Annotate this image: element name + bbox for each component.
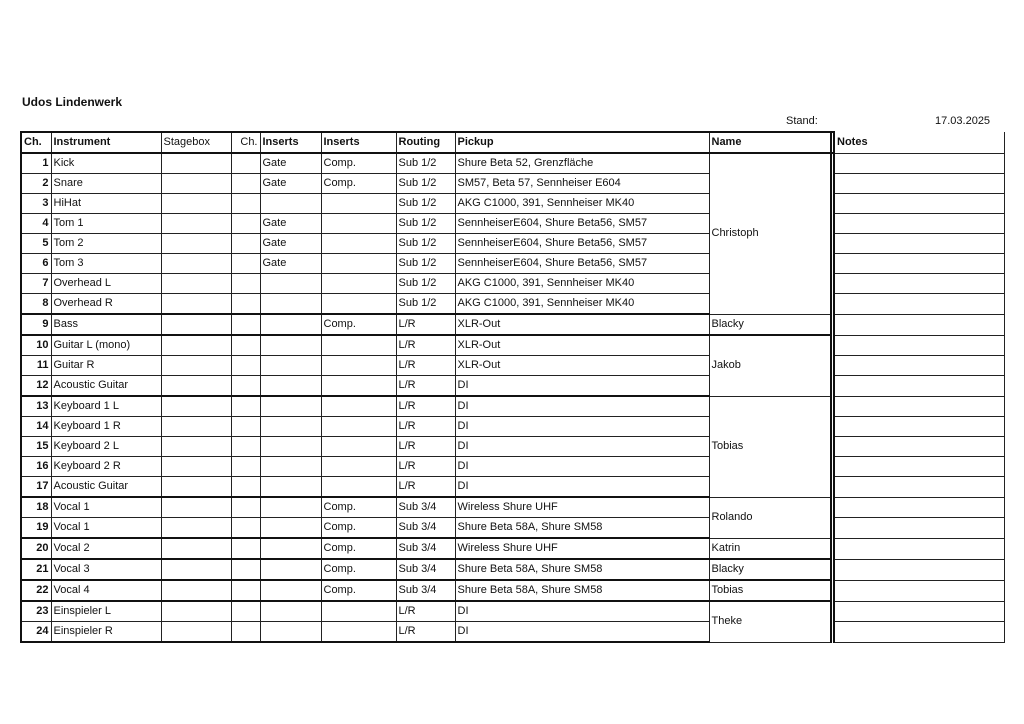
instrument-cell[interactable]: Vocal 1: [51, 518, 161, 539]
table-row: [21, 194, 1004, 214]
stagebox-cell[interactable]: [161, 559, 231, 580]
stagebox-ch-cell[interactable]: [231, 538, 260, 559]
instrument-cell[interactable]: Keyboard 1 L: [51, 396, 161, 417]
instrument-cell[interactable]: Guitar R: [51, 356, 161, 376]
stagebox-ch-cell[interactable]: [231, 417, 260, 437]
table-row: [21, 314, 1004, 335]
channel-number[interactable]: 24: [21, 622, 51, 643]
instrument-cell[interactable]: Tom 1: [51, 214, 161, 234]
channel-number[interactable]: 12: [21, 376, 51, 397]
routing-cell[interactable]: Sub 3/4: [396, 497, 455, 518]
insert-2-cell[interactable]: [321, 396, 396, 417]
instrument-cell[interactable]: Overhead L: [51, 274, 161, 294]
instrument-cell[interactable]: Keyboard 2 R: [51, 457, 161, 477]
table-row: [21, 417, 1004, 437]
channel-number[interactable]: 10: [21, 335, 51, 356]
insert-2-cell[interactable]: Comp.: [321, 497, 396, 518]
stagebox-cell[interactable]: [161, 335, 231, 356]
notes-cell[interactable]: [834, 622, 1004, 643]
channel-number[interactable]: 17: [21, 477, 51, 498]
pickup-cell[interactable]: XLR-Out: [455, 314, 709, 335]
channel-number[interactable]: 20: [21, 538, 51, 559]
insert-2-cell[interactable]: [321, 254, 396, 274]
instrument-cell[interactable]: Overhead R: [51, 294, 161, 315]
table-row: [21, 396, 1004, 417]
pickup-cell[interactable]: DI: [455, 457, 709, 477]
stagebox-cell[interactable]: [161, 376, 231, 397]
stagebox-cell[interactable]: [161, 457, 231, 477]
insert-1-cell[interactable]: [260, 477, 321, 498]
channel-list: [20, 131, 1005, 643]
header-stagebox-ch: Ch.: [231, 132, 260, 153]
pickup-cell[interactable]: SennheiserE604, Shure Beta56, SM57: [455, 214, 709, 234]
pickup-cell[interactable]: DI: [455, 396, 709, 417]
insert-2-cell[interactable]: [321, 234, 396, 254]
table-row: [21, 559, 1004, 580]
insert-1-cell[interactable]: [260, 497, 321, 518]
insert-1-cell[interactable]: [260, 457, 321, 477]
stagebox-ch-cell[interactable]: [231, 497, 260, 518]
notes-cell[interactable]: [834, 274, 1004, 294]
routing-cell[interactable]: L/R: [396, 477, 455, 498]
instrument-cell[interactable]: Guitar L (mono): [51, 335, 161, 356]
table-row: [21, 538, 1004, 559]
notes-cell[interactable]: [834, 437, 1004, 457]
stagebox-ch-cell[interactable]: [231, 437, 260, 457]
stagebox-cell[interactable]: [161, 601, 231, 622]
pickup-cell[interactable]: Wireless Shure UHF: [455, 538, 709, 559]
stagebox-ch-cell[interactable]: [231, 314, 260, 335]
stagebox-cell[interactable]: [161, 194, 231, 214]
routing-cell[interactable]: Sub 1/2: [396, 174, 455, 194]
notes-cell[interactable]: [834, 538, 1004, 559]
header-row: [21, 132, 1004, 153]
name-cell[interactable]: Jakob: [709, 335, 831, 396]
channel-number[interactable]: 22: [21, 580, 51, 601]
stagebox-ch-cell[interactable]: [231, 396, 260, 417]
insert-2-cell[interactable]: [321, 194, 396, 214]
instrument-cell[interactable]: Snare: [51, 174, 161, 194]
pickup-cell[interactable]: AKG C1000, 391, Sennheiser MK40: [455, 294, 709, 315]
header-name: Name: [709, 132, 831, 153]
table-row: [21, 356, 1004, 376]
table-row: [21, 335, 1004, 356]
stagebox-ch-cell[interactable]: [231, 214, 260, 234]
table-row: [21, 376, 1004, 397]
insert-1-cell[interactable]: [260, 622, 321, 643]
insert-1-cell[interactable]: [260, 376, 321, 397]
routing-cell[interactable]: L/R: [396, 376, 455, 397]
notes-cell[interactable]: [834, 153, 1004, 174]
instrument-cell[interactable]: Acoustic Guitar: [51, 477, 161, 498]
table-row: [21, 457, 1004, 477]
insert-2-cell[interactable]: Comp.: [321, 174, 396, 194]
stagebox-ch-cell[interactable]: [231, 234, 260, 254]
insert-1-cell[interactable]: [260, 294, 321, 315]
table-row: [21, 274, 1004, 294]
channel-number[interactable]: 16: [21, 457, 51, 477]
routing-cell[interactable]: Sub 1/2: [396, 153, 455, 174]
insert-1-cell[interactable]: Gate: [260, 153, 321, 174]
table-row: [21, 294, 1004, 315]
insert-2-cell[interactable]: [321, 274, 396, 294]
stagebox-ch-cell[interactable]: [231, 274, 260, 294]
insert-2-cell[interactable]: Comp.: [321, 314, 396, 335]
name-cell[interactable]: Rolando: [709, 497, 831, 538]
insert-2-cell[interactable]: [321, 214, 396, 234]
pickup-cell[interactable]: SennheiserE604, Shure Beta56, SM57: [455, 234, 709, 254]
pickup-cell[interactable]: DI: [455, 477, 709, 498]
insert-1-cell[interactable]: [260, 559, 321, 580]
stagebox-ch-cell[interactable]: [231, 356, 260, 376]
pickup-cell[interactable]: AKG C1000, 391, Sennheiser MK40: [455, 274, 709, 294]
stagebox-ch-cell[interactable]: [231, 174, 260, 194]
table-row: [21, 234, 1004, 254]
stagebox-cell[interactable]: [161, 437, 231, 457]
stagebox-cell[interactable]: [161, 477, 231, 498]
notes-cell[interactable]: [834, 376, 1004, 397]
stagebox-ch-cell[interactable]: [231, 194, 260, 214]
insert-1-cell[interactable]: [260, 194, 321, 214]
channel-number[interactable]: 9: [21, 314, 51, 335]
stagebox-ch-cell[interactable]: [231, 559, 260, 580]
stagebox-ch-cell[interactable]: [231, 294, 260, 315]
channel-number[interactable]: 15: [21, 437, 51, 457]
pickup-cell[interactable]: SennheiserE604, Shure Beta56, SM57: [455, 254, 709, 274]
stagebox-ch-cell[interactable]: [231, 254, 260, 274]
instrument-cell[interactable]: Kick: [51, 153, 161, 174]
stagebox-cell[interactable]: [161, 538, 231, 559]
table-row: [21, 622, 1004, 643]
insert-1-cell[interactable]: [260, 396, 321, 417]
pickup-cell[interactable]: DI: [455, 601, 709, 622]
instrument-cell[interactable]: Einspieler L: [51, 601, 161, 622]
routing-cell[interactable]: L/R: [396, 314, 455, 335]
header-inserts-2: Inserts: [321, 132, 396, 153]
instrument-cell[interactable]: Keyboard 1 R: [51, 417, 161, 437]
insert-2-cell[interactable]: [321, 437, 396, 457]
notes-cell[interactable]: [834, 477, 1004, 498]
insert-2-cell[interactable]: [321, 417, 396, 437]
notes-cell[interactable]: [834, 417, 1004, 437]
insert-2-cell[interactable]: Comp.: [321, 538, 396, 559]
routing-cell[interactable]: Sub 1/2: [396, 214, 455, 234]
stagebox-cell[interactable]: [161, 174, 231, 194]
instrument-cell[interactable]: Vocal 1: [51, 497, 161, 518]
header-notes: Notes: [834, 132, 1004, 153]
notes-cell[interactable]: [834, 314, 1004, 335]
channel-number[interactable]: 21: [21, 559, 51, 580]
insert-2-cell[interactable]: [321, 335, 396, 356]
notes-cell[interactable]: [834, 294, 1004, 315]
insert-2-cell[interactable]: Comp.: [321, 580, 396, 601]
insert-2-cell[interactable]: [321, 356, 396, 376]
channel-table: [20, 131, 1005, 643]
notes-cell[interactable]: [834, 497, 1004, 518]
routing-cell[interactable]: L/R: [396, 622, 455, 643]
insert-2-cell[interactable]: [321, 601, 396, 622]
header-pickup: Pickup: [455, 132, 709, 153]
stand-date: 17.03.2025: [935, 115, 991, 127]
insert-1-cell[interactable]: [260, 518, 321, 539]
insert-2-cell[interactable]: Comp.: [321, 559, 396, 580]
stagebox-cell[interactable]: [161, 274, 231, 294]
notes-cell[interactable]: [834, 580, 1004, 601]
routing-cell[interactable]: L/R: [396, 437, 455, 457]
channel-number[interactable]: 4: [21, 214, 51, 234]
insert-1-cell[interactable]: [260, 335, 321, 356]
table-row: [21, 153, 1004, 174]
stagebox-ch-cell[interactable]: [231, 376, 260, 397]
routing-cell[interactable]: Sub 3/4: [396, 538, 455, 559]
stagebox-cell[interactable]: [161, 153, 231, 174]
routing-cell[interactable]: Sub 1/2: [396, 254, 455, 274]
pickup-cell[interactable]: SM57, Beta 57, Sennheiser E604: [455, 174, 709, 194]
insert-1-cell[interactable]: Gate: [260, 234, 321, 254]
stagebox-cell[interactable]: [161, 234, 231, 254]
notes-cell[interactable]: [834, 254, 1004, 274]
pickup-cell[interactable]: Wireless Shure UHF: [455, 497, 709, 518]
name-cell[interactable]: Christoph: [709, 153, 831, 314]
channel-number[interactable]: 6: [21, 254, 51, 274]
pickup-cell[interactable]: Shure Beta 58A, Shure SM58: [455, 518, 709, 539]
channel-number[interactable]: 14: [21, 417, 51, 437]
insert-1-cell[interactable]: [260, 274, 321, 294]
channel-number[interactable]: 3: [21, 194, 51, 214]
stand-label: Stand:: [786, 115, 818, 127]
stagebox-ch-cell[interactable]: [231, 457, 260, 477]
insert-2-cell[interactable]: Comp.: [321, 518, 396, 539]
notes-cell[interactable]: [834, 396, 1004, 417]
instrument-cell[interactable]: Vocal 3: [51, 559, 161, 580]
notes-cell[interactable]: [834, 194, 1004, 214]
notes-cell[interactable]: [834, 518, 1004, 539]
stagebox-cell[interactable]: [161, 214, 231, 234]
pickup-cell[interactable]: Shure Beta 52, Grenzfläche: [455, 153, 709, 174]
table-row: [21, 580, 1004, 601]
header-routing: Routing: [396, 132, 455, 153]
insert-2-cell[interactable]: [321, 457, 396, 477]
instrument-cell[interactable]: Einspieler R: [51, 622, 161, 643]
channel-number[interactable]: 8: [21, 294, 51, 315]
instrument-cell[interactable]: Keyboard 2 L: [51, 437, 161, 457]
stagebox-cell[interactable]: [161, 497, 231, 518]
routing-cell[interactable]: L/R: [396, 356, 455, 376]
table-row: [21, 437, 1004, 457]
stagebox-cell[interactable]: [161, 580, 231, 601]
pickup-cell[interactable]: Shure Beta 58A, Shure SM58: [455, 580, 709, 601]
insert-1-cell[interactable]: [260, 538, 321, 559]
stagebox-cell[interactable]: [161, 396, 231, 417]
header-inserts-1: Inserts: [260, 132, 321, 153]
stagebox-ch-cell[interactable]: [231, 335, 260, 356]
stagebox-ch-cell[interactable]: [231, 622, 260, 643]
routing-cell[interactable]: Sub 1/2: [396, 294, 455, 315]
insert-1-cell[interactable]: Gate: [260, 174, 321, 194]
table-row: [21, 254, 1004, 274]
name-cell[interactable]: Tobias: [709, 396, 831, 497]
stagebox-cell[interactable]: [161, 356, 231, 376]
notes-cell[interactable]: [834, 559, 1004, 580]
notes-cell[interactable]: [834, 214, 1004, 234]
routing-cell[interactable]: Sub 3/4: [396, 580, 455, 601]
channel-number[interactable]: 1: [21, 153, 51, 174]
sheet-title: Udos Lindenwerk: [22, 95, 123, 109]
name-cell[interactable]: Katrin: [709, 538, 831, 559]
channel-number[interactable]: 13: [21, 396, 51, 417]
pickup-cell[interactable]: DI: [455, 622, 709, 643]
insert-2-cell[interactable]: [321, 376, 396, 397]
table-row: [21, 601, 1004, 622]
routing-cell[interactable]: L/R: [396, 335, 455, 356]
insert-2-cell[interactable]: [321, 294, 396, 315]
channel-number[interactable]: 2: [21, 174, 51, 194]
notes-cell[interactable]: [834, 335, 1004, 356]
stagebox-ch-cell[interactable]: [231, 153, 260, 174]
table-row: [21, 497, 1004, 518]
insert-2-cell[interactable]: [321, 477, 396, 498]
insert-1-cell[interactable]: [260, 314, 321, 335]
header-instrument: Instrument: [51, 132, 161, 153]
instrument-cell[interactable]: Acoustic Guitar: [51, 376, 161, 397]
stagebox-ch-cell[interactable]: [231, 518, 260, 539]
routing-cell[interactable]: Sub 1/2: [396, 194, 455, 214]
header-ch: Ch.: [21, 132, 51, 153]
routing-cell[interactable]: L/R: [396, 457, 455, 477]
insert-1-cell[interactable]: [260, 601, 321, 622]
routing-cell[interactable]: Sub 3/4: [396, 518, 455, 539]
notes-cell[interactable]: [834, 234, 1004, 254]
routing-cell[interactable]: Sub 3/4: [396, 559, 455, 580]
insert-1-cell[interactable]: [260, 417, 321, 437]
name-cell[interactable]: Tobias: [709, 580, 831, 601]
insert-1-cell[interactable]: [260, 580, 321, 601]
stagebox-cell[interactable]: [161, 518, 231, 539]
pickup-cell[interactable]: XLR-Out: [455, 356, 709, 376]
channel-number[interactable]: 23: [21, 601, 51, 622]
channel-number[interactable]: 11: [21, 356, 51, 376]
instrument-cell[interactable]: Vocal 2: [51, 538, 161, 559]
routing-cell[interactable]: L/R: [396, 396, 455, 417]
notes-cell[interactable]: [834, 601, 1004, 622]
stagebox-cell[interactable]: [161, 622, 231, 643]
table-row: [21, 174, 1004, 194]
header-stagebox: Stagebox: [161, 132, 231, 153]
notes-cell[interactable]: [834, 356, 1004, 376]
instrument-cell[interactable]: Vocal 4: [51, 580, 161, 601]
insert-1-cell[interactable]: [260, 437, 321, 457]
notes-cell[interactable]: [834, 457, 1004, 477]
pickup-cell[interactable]: DI: [455, 437, 709, 457]
routing-cell[interactable]: L/R: [396, 601, 455, 622]
stagebox-ch-cell[interactable]: [231, 477, 260, 498]
pickup-cell[interactable]: XLR-Out: [455, 335, 709, 356]
stagebox-cell[interactable]: [161, 294, 231, 315]
table-row: [21, 518, 1004, 539]
pickup-cell[interactable]: AKG C1000, 391, Sennheiser MK40: [455, 194, 709, 214]
insert-2-cell[interactable]: Comp.: [321, 153, 396, 174]
instrument-cell[interactable]: Bass: [51, 314, 161, 335]
channel-number[interactable]: 5: [21, 234, 51, 254]
stagebox-cell[interactable]: [161, 417, 231, 437]
channel-number[interactable]: 18: [21, 497, 51, 518]
notes-cell[interactable]: [834, 174, 1004, 194]
instrument-cell[interactable]: Tom 3: [51, 254, 161, 274]
insert-1-cell[interactable]: [260, 356, 321, 376]
name-cell[interactable]: Blacky: [709, 314, 831, 335]
insert-2-cell[interactable]: [321, 622, 396, 643]
name-cell[interactable]: Theke: [709, 601, 831, 642]
instrument-cell[interactable]: Tom 2: [51, 234, 161, 254]
table-row: [21, 214, 1004, 234]
routing-cell[interactable]: Sub 1/2: [396, 274, 455, 294]
insert-1-cell[interactable]: Gate: [260, 214, 321, 234]
table-row: [21, 477, 1004, 498]
routing-cell[interactable]: Sub 1/2: [396, 234, 455, 254]
channel-number[interactable]: 19: [21, 518, 51, 539]
pickup-cell[interactable]: DI: [455, 417, 709, 437]
channel-number[interactable]: 7: [21, 274, 51, 294]
instrument-cell[interactable]: HiHat: [51, 194, 161, 214]
stagebox-ch-cell[interactable]: [231, 601, 260, 622]
stagebox-cell[interactable]: [161, 254, 231, 274]
stagebox-cell[interactable]: [161, 314, 231, 335]
name-cell[interactable]: Blacky: [709, 559, 831, 580]
insert-1-cell[interactable]: Gate: [260, 254, 321, 274]
pickup-cell[interactable]: Shure Beta 58A, Shure SM58: [455, 559, 709, 580]
pickup-cell[interactable]: DI: [455, 376, 709, 397]
routing-cell[interactable]: L/R: [396, 417, 455, 437]
stagebox-ch-cell[interactable]: [231, 580, 260, 601]
